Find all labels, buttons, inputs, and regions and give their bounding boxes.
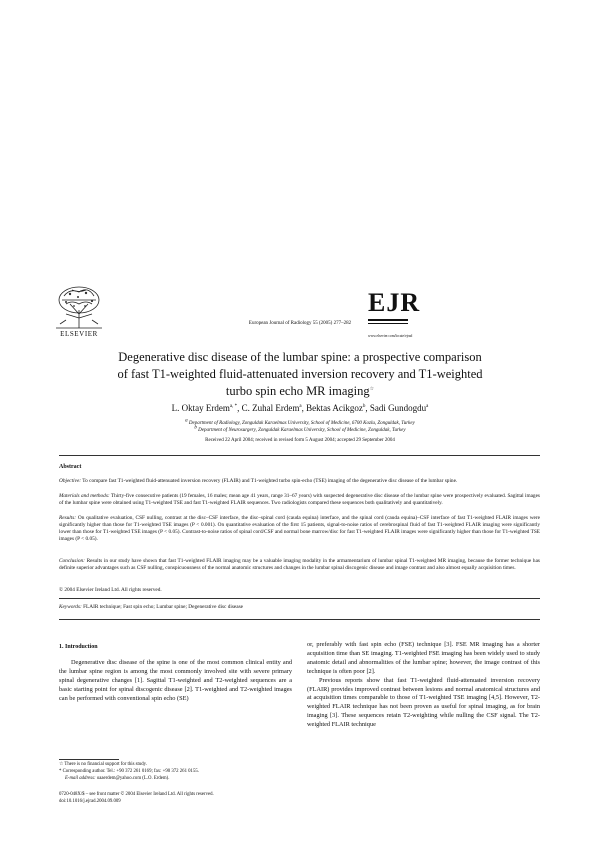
journal-citation: European Journal of Radiology 55 (2005) 277–282 — [248, 321, 352, 326]
divider — [59, 598, 540, 599]
copyright: © 2004 Elsevier Ireland Ltd. All rights reserved. — [59, 587, 162, 593]
publisher-name: ELSEVIER — [60, 330, 98, 338]
author-affil-mark: a — [426, 404, 429, 409]
author-affil-mark: a, * — [229, 404, 238, 409]
author-name: Sadi Gundogdu — [369, 403, 427, 413]
journal-website: www.elsevier.com/locate/ejrad — [368, 334, 413, 338]
body-column-right — [307, 641, 540, 730]
footnote-rule — [59, 759, 119, 760]
footnote: ☆ There is no financial support for this study. — [59, 762, 147, 767]
body-paragraph: Previous reports show that fast T1-weighted fluid-attenuated inversion recovery (FLAIR) provides improved contrast between lesions and normal anatomical structures and at acquisition times comparable to those of T1-weighted TSE imaging [4,5]. However, T2-weighted FLAIR technique has not been proven as useful for spinal imaging, as for brain imaging [3]. These sequences retain T2-weighting while nulling the CSF signal. The T2-weighted FLAIR technique — [307, 676, 540, 729]
doi-line: doi:10.1016/j.ejrad.2004.09.009 — [59, 799, 121, 804]
footnote: E-mail address: oaaerdem@yahoo.com (L.O. Erdem). — [65, 776, 170, 781]
abstract-conclusion: Conclusion: Results in our study have shown that fast T1-weighted FLAIR imaging may be a valuable imaging modality in the armamentarium of lumbar spinal T1-weighted MR imaging, because the former technique has definite superior advantages such as CSF nulling, conspicuousness of the normal anatomic structures and changes in the lumbar spinal discogenic disease and image contrast and also almost equally acquisition times. — [59, 558, 540, 572]
title-footnote-mark: ☆ — [369, 386, 375, 392]
received-dates: Received 22 April 2004; received in revised form 5 August 2004; accepted 29 September 2004 — [205, 438, 395, 443]
body-paragraph: Degenerative disc disease of the spine is one of the most common clinical entity and the lumbar spine region is among the most commonly involved site with severe primary spinal degenerative changes [1]. Sagittal T1-weighted and T2-weighted sequences are a basic starting point for spinal discogenic disease [2]. T1-weighted and T2-weighted images can be performed with conventional spin echo (SE) — [59, 659, 292, 702]
author-name: L. Oktay Erdem — [171, 403, 230, 413]
author-name: C. Zuhal Erdem — [241, 403, 300, 413]
body-paragraph: or, preferably with fast spin echo (FSE) technique [3]. FSE MR imaging has a shorter acquisition time than SE imaging. T1-weighted FSE imaging has been widely used to study anatomic detail and abnormalities of the lumbar spine; however, the image contrast of this technique is often poor [2]. — [307, 641, 540, 675]
author-list: L. Oktay Erdem$^{a, *}$, C. Zuhal Erdem$^a$, Bektas Acikgoz$^b$, Sadi Gundogdu$^a$ — [171, 403, 429, 413]
divider — [59, 455, 540, 456]
journal-logo — [368, 290, 426, 338]
section-heading: 1. Introduction — [59, 644, 98, 650]
title-line: Degenerative disc disease of the lumbar spine: a prospective comparison — [118, 350, 482, 364]
body-column-left — [59, 659, 292, 704]
abstract-methods: Materials and methods: Thirty-five consecutive patients (19 females, 16 males; mean age 41 years, range 31–67 years) with suspected degenerative disc disease of the lumbar spine were prospectively evaluated. Sagittal images of the lumbar spine were obtained using T1-weighted TSE and fast T1-weighted FLAIR sequences. Two radiologists compared these sequences both qualitatively and quantitatively. — [59, 493, 540, 507]
abstract-heading: Abstract — [59, 464, 82, 470]
affiliation: $^a$ Department of Radiology, Zonguldak Karaelmas University, School of Medicine, 6700 Kozlu, Zonguldak, Turkey — [185, 418, 415, 426]
affiliation: $^b$ Department of Neurosurgery, Zonguldak Karaelmas University, School of Medicine, Zonguldak, Turkey — [194, 425, 406, 433]
title-line: of fast T1-weighted fluid-attenuated inversion recovery and T1-weighted — [117, 367, 483, 381]
footnote: * Corresponding author. Tel.: +90 372 261 0169; fax: +90 372 261 0155. — [59, 769, 199, 774]
divider — [59, 619, 540, 620]
journal-logo-rule-thin — [368, 323, 408, 324]
abstract-results: Results: On qualitative evaluation, CSF nulling, contrast at the disc–CSF interface, the disc–spinal cord (cauda equina) interface, and the spinal cord (cauda equina)–CSF interface of fast T1-weighted FLAIR images were significantly higher than those for T1-weighted TSE images (P < 0.001). On quantitative evaluation of the first 15 patients, signal-to-noise ratios of cerebrospinal fluid of fast T1-weighted FLAIR imaging were significantly lower than those for T1-weighted TSE images (P < 0.05). Contrast-to-noise ratios of spinal cord/CSF and normal bone marrow/disc for fast T1-weighted FLAIR images were significantly higher than those for T1-weighted TSE images (P < 0.05). — [59, 515, 540, 543]
keywords: Keywords: FLAIR technique; Fast spin echo; Lumbar spine; Degenerative disc disease — [59, 604, 243, 610]
paper-title — [40, 349, 560, 400]
author-name: Bektas Acikgoz — [306, 403, 363, 413]
issn-line: 0720-048X/$ – see front matter © 2004 Elsevier Ireland Ltd. All rights reserved. — [59, 792, 214, 797]
title-line: turbo spin echo MR imaging☆ — [225, 384, 375, 398]
author-affil-mark: a — [299, 404, 302, 409]
journal-logo-text: EJR — [368, 288, 421, 317]
journal-logo-rule — [368, 319, 408, 321]
author-affil-mark: b — [362, 404, 366, 409]
abstract-objective: Objective: To compare fast T1-weighted fluid-attenuated inversion recovery (FLAIR) and T1-weighted turbo spin-echo (TSE) imaging of the degenerative disc disease of the lumbar spine. — [59, 478, 458, 484]
